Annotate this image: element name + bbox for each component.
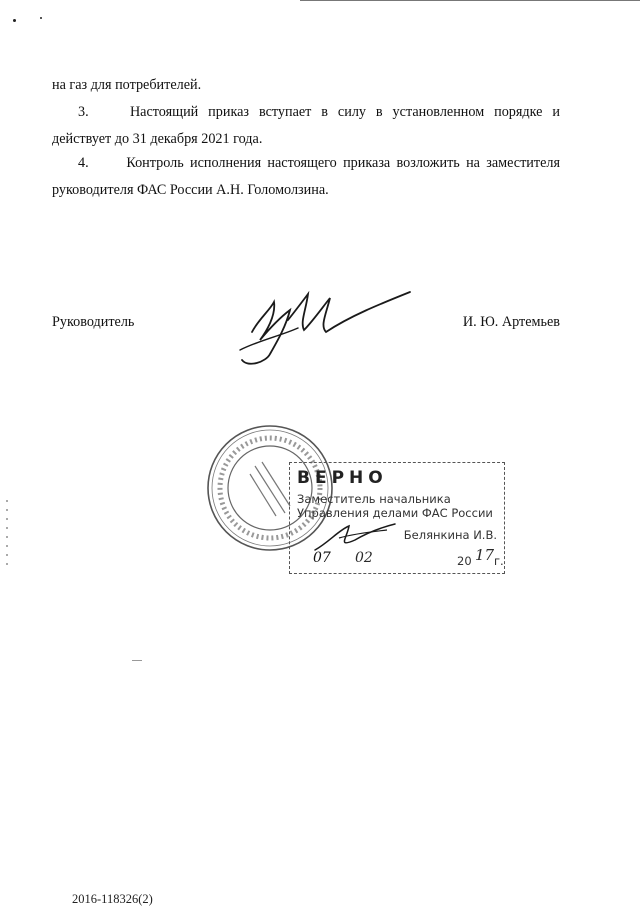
paragraph-number: 3. (78, 104, 89, 120)
certification-stamp (289, 462, 505, 574)
stamp-year-mark: г. (494, 554, 504, 568)
signatory-role: Руководитель (52, 314, 135, 330)
paragraph-text-line2: руководителя ФАС России А.Н. Голомолзина. (52, 182, 329, 198)
stamp-year-suffix: 17 (475, 546, 495, 564)
handwritten-signature (230, 280, 420, 370)
paragraph-3 (52, 99, 560, 153)
paragraph-number: 4. (78, 155, 89, 171)
paragraph-text: на газ для потребителей. (52, 77, 202, 93)
scan-mark (132, 660, 142, 661)
stamp-position-line2: Управления делами ФАС России (297, 506, 493, 520)
scan-speck (40, 17, 42, 19)
top-edge-line (300, 0, 640, 1)
signatory-name: И. Ю. Артемьев (462, 314, 560, 330)
stamp-date-month: 02 (355, 550, 373, 566)
paragraph-text-line1: Настоящий приказ вступает в силу в установленном порядке и (129, 104, 560, 120)
paragraph-text-line2: действует до 31 декабря 2021 года. (52, 131, 263, 147)
paragraph-continuation (52, 72, 560, 99)
stamp-position-line1: Заместитель начальника (297, 492, 451, 506)
stamp-date-day: 07 (313, 550, 331, 566)
paragraph-4 (52, 150, 560, 204)
scan-speck (13, 19, 16, 22)
paragraph-text-line1: Контроль исполнения настоящего приказа возложить на заместителя (126, 155, 561, 171)
document-code: 2016-118326(2) (72, 892, 153, 906)
stamp-year-prefix: 20 (457, 554, 472, 568)
margin-marks (6, 500, 8, 570)
stamp-title: ВЕРНО (297, 468, 388, 488)
stamp-signer: Белянкина И.В. (403, 528, 497, 542)
